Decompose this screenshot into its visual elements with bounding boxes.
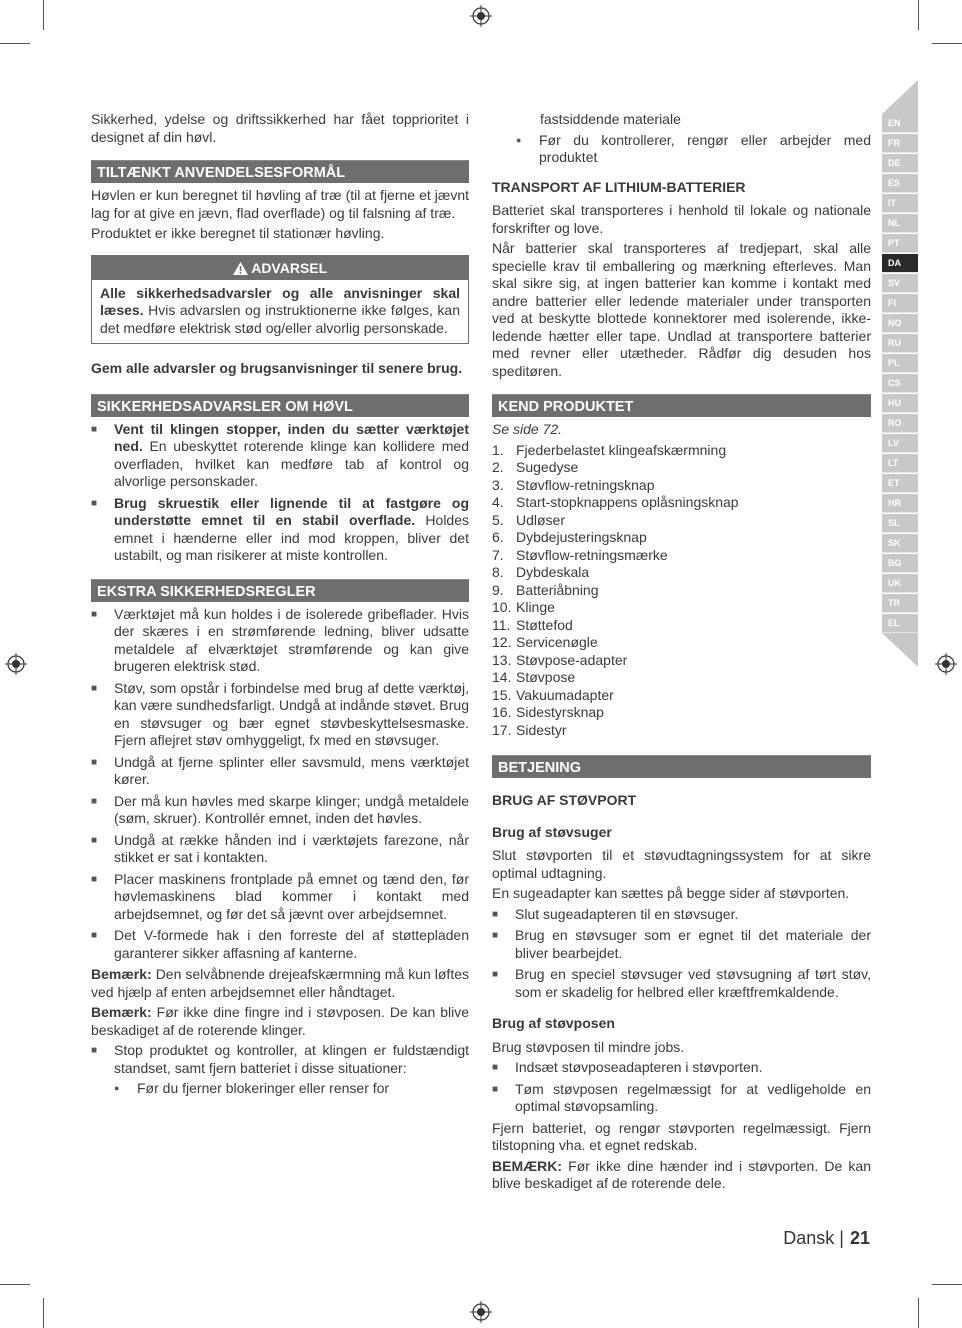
list-item: ■ Tøm støvposen regelmæssigt for at vedligeholde en optimal støvopsamling.: [492, 1081, 871, 1116]
language-tab-no[interactable]: NO: [882, 314, 918, 333]
registration-mark-icon: [470, 1301, 492, 1323]
stop-list: [91, 1042, 469, 1098]
sub-list-item: ● Før du kontrollerer, rengør eller arbejder med produktet: [516, 132, 871, 167]
page-number: 21: [849, 1228, 870, 1248]
language-tab-nl[interactable]: NL: [882, 214, 918, 233]
crop-mark: [0, 43, 30, 44]
language-tab-pl[interactable]: PL: [882, 354, 918, 373]
parts-list-item: 14. Støvpose: [492, 669, 576, 685]
list-item: ■ Værktøjet må kun holdes i de isolerede gribeflader. Hvis der skæres i en strømførende ledning, bliver udsatte metaldele af elværktøjet strømførende og kan give brugeren elektrisk stød.: [91, 606, 469, 676]
list-item: ■ Undgå at fjerne splinter eller savsmuld, mens værktøjet kører.: [91, 754, 469, 789]
list-item: ■ Placer maskinens frontplade på emnet og tænd den, før høvlemaskinens blad kommer i kontakt med arbejdsemnet, og før det så jævnt over arbejdsemnet.: [91, 871, 469, 924]
list-item: ■ Det V-formede hak i den forreste del af støttepladen garanterer sikker affasning af kanterne.: [91, 927, 469, 962]
list-item: ■ Indsæt støvposeadapteren i støvporten.: [492, 1059, 871, 1077]
warning-body: [92, 280, 468, 344]
see-page-ref: Se side 72.: [492, 421, 563, 437]
parts-list-item: 6. Dybdejusteringsknap: [492, 529, 647, 545]
language-tab-fr[interactable]: FR: [882, 134, 918, 153]
parts-list-item: 17. Sidestyr: [492, 721, 567, 738]
language-tab-ro[interactable]: RO: [882, 414, 918, 433]
dustbag-heading: Brug af støvposen: [492, 1015, 615, 1031]
parts-list-item: 13. Støvpose-adapter: [492, 651, 628, 668]
continued-text: fastsiddende materiale: [540, 111, 681, 127]
note-text: Bemærk: Før ikke dine fingre ind i støvposen. De kan blive beskadiget af de roterende klinger.: [91, 1004, 469, 1038]
parts-list-item: 2. Sugedyse: [492, 459, 579, 475]
warning-box: [91, 255, 469, 345]
keep-instructions: Gem alle advarsler og brugsanvisninger til senere brug.: [91, 360, 463, 376]
language-tab-pt[interactable]: PT: [882, 234, 918, 253]
language-tab-uk[interactable]: UK: [882, 574, 918, 593]
list-item: ■ Støv, som opstår i forbindelse med brug af dette værktøj, kan være sundhedsfarligt. Undgå at indånde støvet. Brug en støvsuger og bær egnet støvbeskyttelsesmaske. Fjern aflejret støv omhyggeligt, fx med en støvsuger.: [91, 680, 469, 750]
language-tab-lv[interactable]: LV: [882, 434, 918, 453]
language-tab-tr[interactable]: TR: [882, 594, 918, 613]
language-tab-sl[interactable]: SL: [882, 514, 918, 533]
list-item: ■ Der må kun høvles med skarpe klinger; undgå metaldele (søm, skruer). Kontrollér emnet, inden det høvles.: [91, 793, 469, 828]
parts-list-item: 12. Servicenøgle: [492, 634, 598, 650]
vacuum-heading: Brug af støvsuger: [492, 823, 612, 840]
list-item: ■ Brug en støvsuger som er egnet til det materiale der bliver bearbejdet.: [492, 927, 871, 962]
list-item: ■ Brug skruestik eller lignende til at fastgøre og understøtte emnet til en stabil overflade. Holdes emnet i hænderne eller ind mod kroppen, bliver det ustabilt, og man risikerer at miste kontrollen.: [91, 495, 469, 565]
language-tab-bg[interactable]: BG: [882, 554, 918, 573]
dustbag-list: [492, 1059, 871, 1116]
registration-mark-icon: [935, 653, 957, 675]
left-column: [91, 111, 469, 1102]
parts-list-item: 10. Klinge: [492, 599, 555, 615]
language-tab-fi[interactable]: FI: [882, 294, 918, 313]
crop-mark: [918, 1298, 919, 1328]
parts-list-item: 8. Dybdeskala: [492, 564, 590, 580]
language-tab-es[interactable]: ES: [882, 174, 918, 193]
language-tab-en[interactable]: EN: [882, 114, 918, 133]
parts-list-item: 16. Sidestyrsknap: [492, 704, 604, 720]
language-tab-da[interactable]: DA: [882, 254, 918, 273]
purpose-heading: TILTÆNKT ANVENDELSESFORMÅL: [91, 160, 469, 183]
parts-list-item: 15. Vakuumadapter: [492, 686, 614, 703]
footer-language: Dansk |: [783, 1228, 844, 1248]
vacuum-text: Slut støvporten til et støvudtagningssystem for at sikre optimal udtagning.: [492, 847, 871, 881]
language-tab-hr[interactable]: HR: [882, 494, 918, 513]
crop-mark: [932, 43, 962, 44]
list-item: ■ Slut sugeadapteren til en støvsuger.: [492, 906, 871, 924]
tab-strip-bottom: [882, 633, 918, 667]
language-tab-cs[interactable]: CS: [882, 374, 918, 393]
language-tab-el[interactable]: EL: [882, 614, 918, 633]
language-tab-ru[interactable]: RU: [882, 334, 918, 353]
dustbag-text: Fjern batteriet, og rengør støvporten regelmæssigt. Fjern tilstopning vha. et egnet redskab.: [492, 1119, 871, 1153]
list-item: ■ Brug en speciel støvsuger ved støvsugning af tørt støv, som er skadelig for helbred eller kræftfremkaldende.: [492, 966, 871, 1001]
parts-list-item: 7. Støvflow-retningsmærke: [492, 546, 668, 563]
language-tab-lt[interactable]: LT: [882, 454, 918, 473]
purpose-text: Produktet er ikke beregnet til stationær høvling.: [91, 225, 385, 241]
list-item: ■ Undgå at række hånden ind i værktøjets farezone, når stikket er sat i kontakten.: [91, 832, 469, 867]
transport-text: Batteriet skal transporteres i henhold til lokale og nationale forskrifter og love.: [492, 202, 871, 236]
language-tab-sv[interactable]: SV: [882, 274, 918, 293]
warning-header: [92, 256, 468, 280]
crop-mark: [932, 1284, 962, 1285]
language-tab-it[interactable]: IT: [882, 194, 918, 213]
tab-strip-top: [882, 80, 918, 114]
parts-list-item: 3. Støvflow-retningsknap: [492, 476, 655, 493]
page-footer: [783, 1230, 870, 1248]
language-tab-sk[interactable]: SK: [882, 534, 918, 553]
language-tab-de[interactable]: DE: [882, 154, 918, 173]
operation-heading: BETJENING: [492, 755, 871, 778]
warning-text: Hvis advarslen og instruktionerne ikke følges, kan det medføre elektrisk stød og/eller alvorlig personskade.: [100, 302, 460, 336]
right-column: [492, 111, 871, 1196]
purpose-text: Høvlen er kun beregnet til høvling af træ (til at fjerne et jævnt lag for at give en jævn, flad overflade) og til falsning af træ.: [91, 187, 469, 221]
parts-list-item: 5. Udløser: [492, 511, 566, 528]
parts-list-item: 9. Batteriåbning: [492, 581, 599, 598]
dustport-heading: BRUG AF STØVPORT: [492, 792, 637, 808]
language-tab-et[interactable]: ET: [882, 474, 918, 493]
extra-rules-list: [91, 606, 469, 963]
registration-mark-icon: [5, 653, 27, 675]
warning-bold-text: Alle sikkerhedsadvarsler og alle anvisninger skal læses.: [100, 284, 460, 318]
list-item: ■ Stop produktet og kontroller, at klingen er fuldstændigt standset, samt fjern batteriet i disse situationer: ● Før du fjerner blokeringer eller renser for: [91, 1042, 469, 1098]
parts-list: [492, 442, 871, 740]
warning-title: ADVARSEL: [251, 259, 328, 276]
list-item: ■ Vent til klingen stopper, inden du sætter værktøjet ned. En ubeskyttet roterende klinge kan kollidere med overfladen, hvilket kan medføre tab af kontrol og alvorlige personskader.: [91, 421, 469, 491]
crop-mark: [0, 1284, 30, 1285]
note-text: Bemærk: Den selvåbnende drejeafskærmning må kun løftes ved hjælp af enten arbejdsemnet eller håndtaget.: [91, 966, 469, 1000]
language-tab-hu[interactable]: HU: [882, 394, 918, 413]
warning-triangle-icon: [233, 262, 248, 275]
crop-mark: [43, 0, 44, 30]
registration-mark-icon: [470, 5, 492, 27]
intro-text: Sikkerhed, ydelse og driftssikkerhed har fået topprioritet i designet af din høvl.: [91, 111, 469, 145]
safety-heading: SIKKERHEDSADVARSLER OM HØVL: [91, 394, 469, 417]
transport-text: Når batterier skal transporteres af tredjepart, skal alle specielle krav til emballering og mærkning efterleves. Man skal sikre sig, at ingen batterier kan komme i kontakt med andre batterier eller ledende materialer under transporten ved at beskytte blottede konnektorer med isolerende, ikke-ledende hætter eller tape. Undlad at transportere batterier med revner eller utætheder. Rådfør dig desuden hos speditøren.: [492, 240, 871, 379]
parts-list-item: 1. Fjederbelastet klingeafskærmning: [492, 441, 727, 458]
dustbag-text: Brug støvposen til mindre jobs.: [492, 1038, 685, 1055]
parts-list-item: 4. Start-stopknappens oplåsningsknap: [492, 494, 739, 510]
extra-rules-heading: EKSTRA SIKKERHEDSREGLER: [91, 579, 469, 602]
vacuum-list: [492, 906, 871, 1002]
know-product-heading: KEND PRODUKTET: [492, 394, 871, 417]
sub-list-item: ● Før du fjerner blokeringer eller renser for: [114, 1080, 469, 1098]
crop-mark: [43, 1298, 44, 1328]
crop-mark: [918, 0, 919, 30]
stop-sub-list: [492, 132, 871, 167]
parts-list-item: 11. Støttefod: [492, 616, 573, 633]
note-text: BEMÆRK: Før ikke dine hænder ind i støvporten. De kan blive beskadiget af de roterende dele.: [492, 1157, 871, 1191]
transport-heading: TRANSPORT AF LITHIUM-BATTERIER: [492, 178, 746, 195]
vacuum-text: En sugeadapter kan sættes på begge sider af støvporten.: [492, 885, 850, 901]
safety-list: [91, 421, 469, 565]
